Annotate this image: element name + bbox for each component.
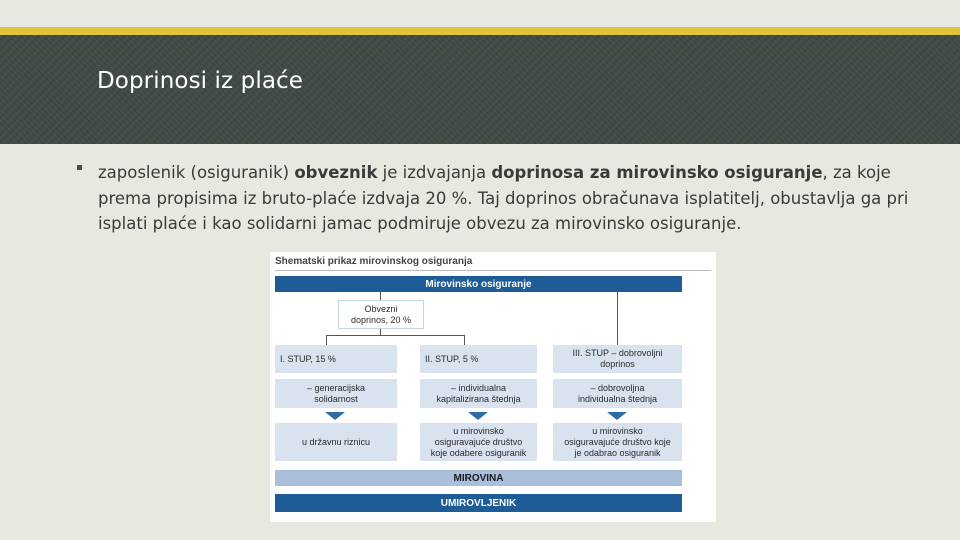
pillar-3-description: – dobrovoljna individualna štednja xyxy=(553,379,682,408)
bullet-text-part: zaposlenik (osiguranik) xyxy=(98,163,295,182)
bullet-bold-doprinos: doprinosa za mirovinsko osiguranje xyxy=(491,163,823,182)
connector-line xyxy=(380,328,381,335)
arrow-down-icon xyxy=(468,412,488,420)
bullet-bold-obveznik: obveznik xyxy=(294,163,378,182)
mandatory-contribution-box: Obvezni doprinos, 20 % xyxy=(338,300,424,329)
arrow-down-icon xyxy=(325,412,345,420)
pension-scheme-figure xyxy=(270,252,716,522)
pillar-2-name: II. STUP, 5 % xyxy=(420,345,537,373)
pension-insurance-bar: Mirovinsko osiguranje xyxy=(275,276,682,292)
connector-line xyxy=(326,335,464,336)
pillar-1-destination: u državnu riznicu xyxy=(275,423,397,461)
arrow-down-icon xyxy=(607,412,627,420)
connector-line xyxy=(464,335,465,345)
bullet-text-part: , za koje prema propisima iz bruto-plaće izdvaja 20 %. Taj doprinos obračunava isplatitelj, obustavlja ga pri isplati plaće i kao solidarni jamac podmiruje obvezu za mirovinsko osiguranje. xyxy=(98,163,909,233)
bullet-marker-icon xyxy=(77,165,82,170)
accent-strip xyxy=(0,27,960,35)
connector-line xyxy=(326,335,327,345)
pillar-3-destination: u mirovinsko osiguravajuće društvo koje je odabrao osiguranik xyxy=(553,423,682,461)
connector-line xyxy=(380,292,381,300)
bullet-item xyxy=(77,160,947,237)
pillar-1-name: I. STUP, 15 % xyxy=(275,345,397,373)
connector-line xyxy=(617,292,618,345)
pillar-1-description: – generacijska solidarnost xyxy=(275,379,397,408)
caption-divider xyxy=(275,270,711,271)
figure-caption: Shematski prikaz mirovinskog osiguranja xyxy=(275,256,473,267)
bullet-text-part: je izdvajanja xyxy=(377,163,492,182)
bullet-text xyxy=(98,160,947,237)
retiree-bar: UMIROVLJENIK xyxy=(275,494,682,512)
pillar-2-destination: u mirovinsko osiguravajuće društvo koje odabere osiguranik xyxy=(420,423,537,461)
pension-bar: MIROVINA xyxy=(275,470,682,486)
page-title: Doprinosi iz plaće xyxy=(97,68,304,94)
pillar-3-name: III. STUP – dobrovoljni doprinos xyxy=(553,345,682,373)
pillar-2-description: – individualna kapitalizirana štednja xyxy=(420,379,537,408)
